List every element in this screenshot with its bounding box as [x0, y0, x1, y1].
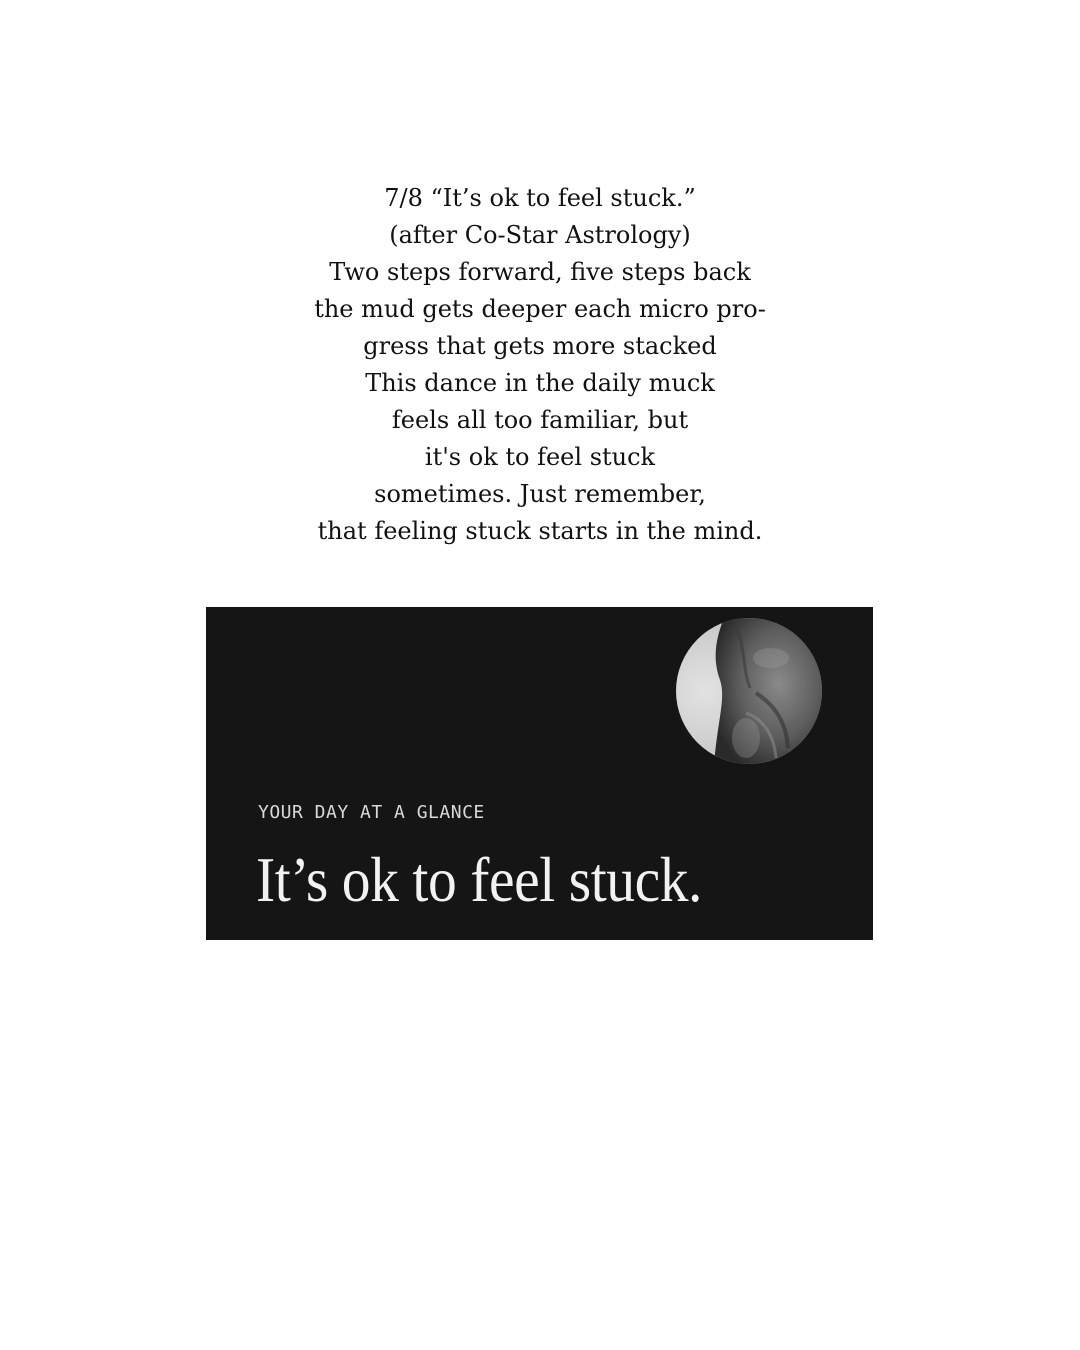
card-kicker: YOUR DAY AT A GLANCE — [258, 802, 485, 823]
poem-line: 7/8 “It’s ok to feel stuck.” — [384, 184, 696, 212]
card-headline: It’s ok to feel stuck. — [256, 844, 703, 915]
sculpture-torso-image — [676, 618, 822, 764]
poem-line: the mud gets deeper each micro pro- — [314, 295, 766, 323]
poem-line: This dance in the daily muck — [365, 369, 715, 397]
poem-line: (after Co-Star Astrology) — [389, 221, 691, 249]
poem-line: it's ok to feel stuck — [424, 443, 656, 471]
poem-text — [0, 180, 1080, 550]
day-at-a-glance-card — [206, 607, 873, 940]
poem-line: feels all too familiar, but — [391, 406, 689, 434]
poem-line: that feeling stuck starts in the mind. — [317, 517, 763, 545]
poem-line: Two steps forward, five steps back — [329, 258, 751, 286]
poem-line: gress that gets more stacked — [363, 332, 717, 360]
poem-line: sometimes. Just remember, — [374, 480, 706, 508]
